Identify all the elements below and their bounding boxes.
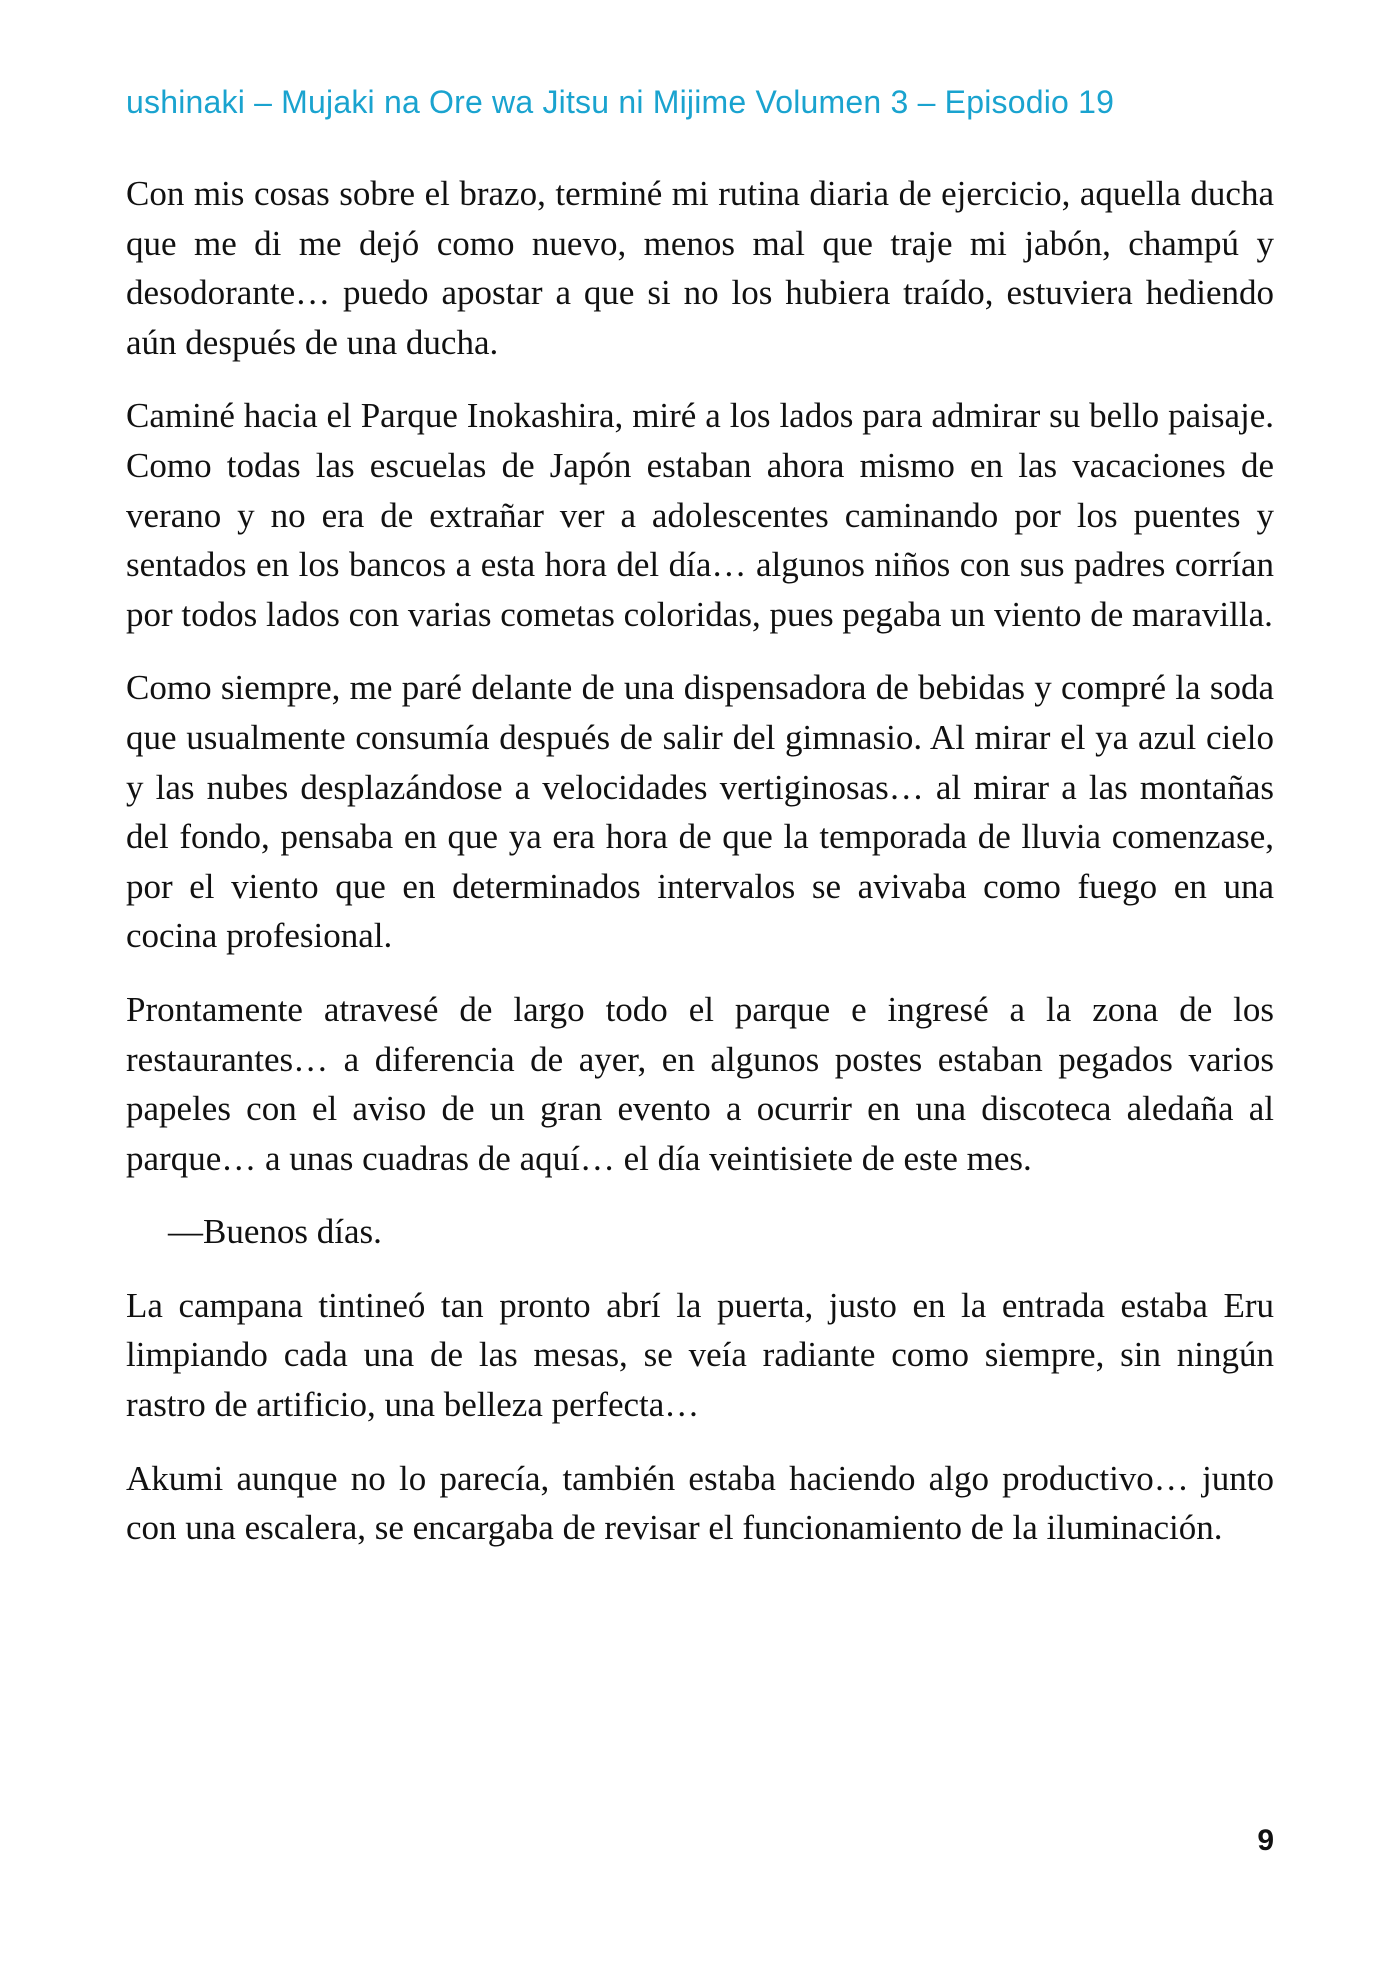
- paragraph: La campana tintineó tan pronto abrí la puerta, justo en la entrada estaba Eru limpiando cada una de las mesas, se veía radiante como siempre, sin ningún rastro de artificio, una belleza perfecta…: [126, 1285, 1274, 1425]
- running-header: ushinaki – Mujaki na Ore wa Jitsu ni Mijime Volumen 3 – Episodio 19: [126, 84, 1115, 120]
- paragraph: Akumi aunque no lo parecía, también estaba haciendo algo productivo… junto con una escalera, se encargaba de revisar el funcionamiento de la iluminación.: [126, 1458, 1274, 1548]
- paragraph: Con mis cosas sobre el brazo, terminé mi rutina diaria de ejercicio, aquella ducha que me di me dejó como nuevo, menos mal que traje mi jabón, champú y desodorante… puedo apostar a que si no los hubiera traído, estuviera hediendo aún después de una ducha.: [126, 174, 1274, 362]
- paragraph: Prontamente atravesé de largo todo el parque e ingresé a la zona de los restaurantes… a diferencia de ayer, en algunos postes estaban pegados varios papeles con el aviso de un gran evento a ocurrir en una discoteca aledaña al parque… a unas cuadras de aquí… el día veintisiete de este mes.: [126, 989, 1274, 1178]
- paragraph: Como siempre, me paré delante de una dispensadora de bebidas y compré la soda que usualmente consumía después de salir del gimnasio. Al mirar el ya azul cielo y las nubes desplazándose a velocidades vertiginosas… al mirar a las montañas del fondo, pensaba en que ya era hora de que la temporada de lluvia comenzase, por el viento que en determinados intervalos se avivaba como fuego en una cocina profesional.: [126, 668, 1274, 956]
- page-number: 9: [1257, 1824, 1274, 1857]
- chapter-body: [126, 169, 1274, 1577]
- dialogue-line: —Buenos días.: [168, 1212, 382, 1252]
- paragraph: Caminé hacia el Parque Inokashira, miré a los lados para admirar su bello paisaje. Como todas las escuelas de Japón estaban ahora mismo en las vacaciones de verano y no era de extrañar ver a adolescentes caminando por los puentes y sentados en los bancos a esta hora del día… algunos niños con sus padres corrían por todos lados con varias cometas coloridas, pues pegaba un viento de maravilla.: [126, 396, 1274, 634]
